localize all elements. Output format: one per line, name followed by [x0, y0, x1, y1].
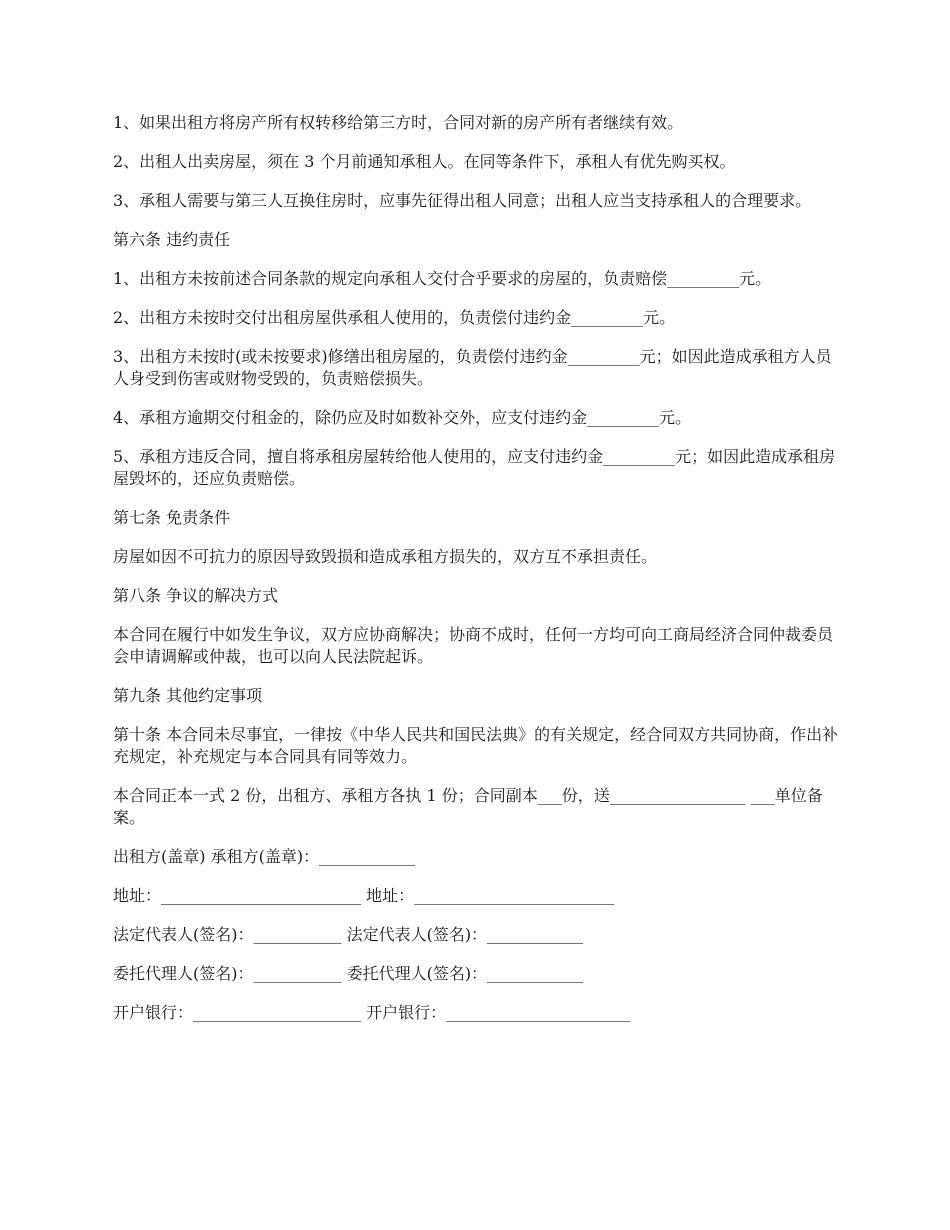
clause-housing-exchange: 3、承租人需要与第三人互换住房时，应事先征得出租人同意；出租人应当支持承租人的合理要求。 [113, 191, 812, 210]
penalty-clause-1: 1、出租方未按前述合同条款的规定向承租人交付合乎要求的房屋的，负责赔偿_________元。 [113, 269, 772, 288]
copies-clause: 本合同正本一式 2 份，出租方、承租方各执 1 份；合同副本___份，送_________________ ___单位备案。 [113, 786, 823, 827]
article-9-heading: 第九条 其他约定事项 [113, 686, 263, 705]
signature-seal-line: 出租方(盖章) 承租方(盖章)：____________ [113, 847, 416, 866]
penalty-clause-3: 3、出租方未按时(或未按要求)修缮出租房屋的，负责偿付违约金_________元；如因此造成承租方人员人身受到伤害或财物受毁的，负责赔偿损失。 [113, 347, 832, 388]
article-7-heading: 第七条 免责条件 [113, 508, 231, 527]
penalty-clause-5: 5、承租方违反合同，擅自将承租房屋转给他人使用的，应支付违约金_________元；如因此造成承租房屋毁坏的，还应负责赔偿。 [113, 447, 836, 488]
address-line: 地址：_________________________ 地址：_________________________ [113, 886, 615, 905]
contract-page [113, 112, 840, 1041]
article-10-clause: 第十条 本合同未尽事宜，一律按《中华人民共和国民法典》的有关规定，经合同双方共同协商，作出补充规定，补充规定与本合同具有同等效力。 [113, 725, 839, 766]
article-8-heading: 第八条 争议的解决方式 [113, 586, 279, 605]
authorized-agent-line: 委托代理人(签名)：___________ 委托代理人(签名)：____________ [113, 964, 584, 983]
bank-line: 开户银行：_____________________ 开户银行：_______________________ [113, 1003, 631, 1022]
penalty-clause-2: 2、出租方未按时交付出租房屋供承租人使用的，负责偿付违约金_________元。 [113, 308, 676, 327]
article-6-heading: 第六条 违约责任 [113, 230, 231, 249]
dispute-resolution-clause: 本合同在履行中如发生争议，双方应协商解决；协商不成时，任何一方均可向工商局经济合同仲裁委员会申请调解或仲裁，也可以向人民法院起诉。 [113, 625, 834, 666]
legal-representative-line: 法定代表人(签名)：___________ 法定代表人(签名)：____________ [113, 925, 584, 944]
penalty-clause-4: 4、承租方逾期交付租金的，除仍应及时如数补交外，应支付违约金_________元。 [113, 408, 692, 427]
clause-transfer-ownership: 1、如果出租方将房产所有权转移给第三方时，合同对新的房产所有者继续有效。 [113, 113, 684, 132]
clause-sale-notice: 2、出租人出卖房屋，须在 3 个月前通知承租人。在同等条件下，承租人有优先购买权。 [113, 152, 736, 171]
force-majeure-clause: 房屋如因不可抗力的原因导致毁损和造成承租方损失的，双方互不承担责任。 [113, 547, 658, 566]
